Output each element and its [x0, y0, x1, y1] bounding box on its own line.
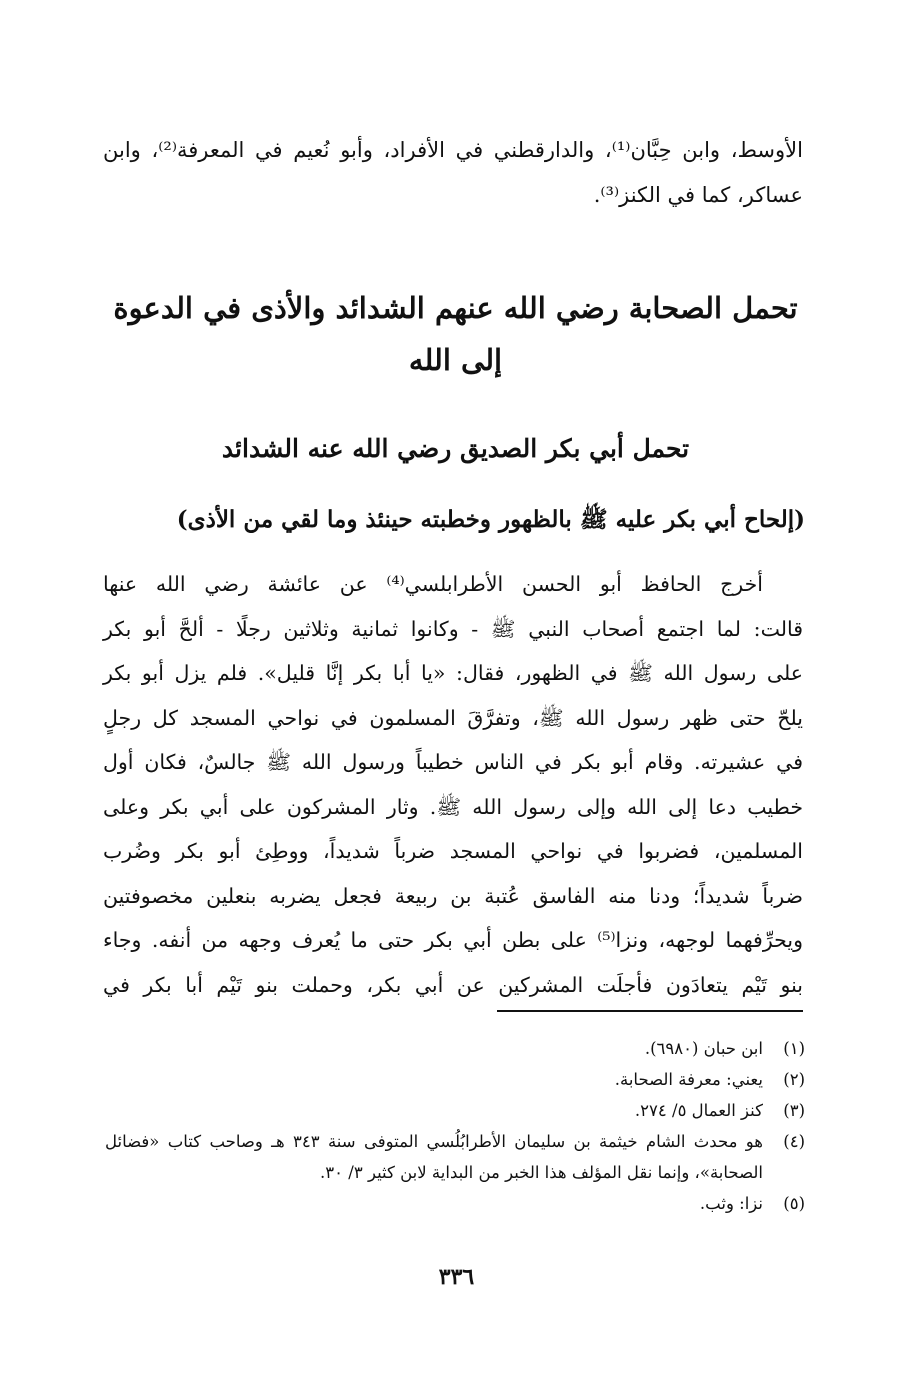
body-line: قالت: لما اجتمع أصحاب النبي ﷺ - وكانوا ثمانية وثلاثين رجلًا - ألحَّ أبو بكر: [103, 616, 803, 641]
intro-paragraph: [103, 128, 803, 218]
footnote-number: (١): [783, 1039, 805, 1058]
page-number: ٣٣٦: [438, 1264, 475, 1290]
chapter-heading: [103, 282, 808, 386]
body-paragraph: [103, 562, 803, 1007]
body-line: ضرباً شديداً؛ ودنا منه الفاسق عُتبة بن ربيعة فجعل يضربه بنعلين مخصوفتين: [103, 883, 803, 908]
footnote-number: (٣): [783, 1101, 805, 1120]
footnote-text: نزا: وثب.: [699, 1194, 763, 1213]
intro-text: الأوسط، وابن حِبَّان⁽¹⁾، والدارقطني في الأفراد، وأبو نُعيم في المعرفة⁽²⁾، وابن عساكر، كما في الكنز⁽³⁾.: [103, 138, 803, 207]
footnote-text: هو محدث الشام خيثمة بن سليمان الأطرابُلُسي المتوفى سنة ٣٤٣ هـ وصاحب كتاب «فضائل الصحابة»، وإنما نقل المؤلف هذا الخبر من البداية لابن كثير ٣/ ٣٠.: [105, 1132, 763, 1182]
footnote-number: (٥): [783, 1194, 805, 1213]
footnote-text: كنز العمال ٥/ ٢٧٤.: [634, 1101, 763, 1120]
footnote-divider: [497, 1010, 803, 1012]
chapter-heading-line-2: إلى الله: [408, 343, 503, 377]
body-line: بنو تَيْم يتعادَون فأجلَت المشركين عن أبي بكر، وحملت بنو تَيْم أبا بكر في: [103, 972, 803, 997]
footnote-number: (٤): [783, 1132, 805, 1151]
body-line: المسلمين، فضربوا في نواحي المسجد ضرباً شديداً، ووطِئ أبو بكر وضُرب: [103, 839, 803, 863]
section-heading: (إلحاح أبي بكر عليه ﷺ بالظهور وخطبته حينئذ وما لقي من الأذى): [176, 506, 805, 533]
footnotes: [105, 1033, 805, 1219]
body-line: يلحّ حتى ظهر رسول الله ﷺ، وتفرَّقَ المسلمون في نواحي المسجد كل رجلٍ: [103, 705, 803, 730]
sub-heading: تحمل أبي بكر الصديق رضي الله عنه الشدائد: [221, 434, 690, 463]
chapter-heading-line-1: تحمل الصحابة رضي الله عنهم الشدائد والأذى في الدعوة: [113, 291, 798, 325]
footnote-text: ابن حبان (٦٩٨٠).: [644, 1039, 763, 1058]
footnote-item: [105, 1188, 805, 1219]
body-line: في عشيرته. وقام أبو بكر في الناس خطيباً ورسول الله ﷺ جالسٌ، فكان أول: [103, 750, 803, 774]
body-line: على رسول الله ﷺ في الظهور، فقال: «يا أبا بكر إنَّا قليل». فلم يزل أبو بكر: [103, 661, 803, 685]
body-line: خطيب دعا إلى الله وإلى رسول الله ﷺ. وثار المشركون على أبي بكر وعلى: [103, 794, 803, 819]
footnote-item: [105, 1095, 805, 1126]
footnote-number: (٢): [783, 1070, 805, 1089]
body-line: ويحرِّفهما لوجهه، ونزا⁽⁵⁾ على بطن أبي بكر حتى ما يُعرف وجهه من أنفه. وجاء: [103, 928, 803, 952]
footnote-text: يعني: معرفة الصحابة.: [614, 1070, 763, 1089]
footnote-item: [105, 1064, 805, 1095]
body-line: أخرج الحافظ أبو الحسن الأطرابلسي⁽⁴⁾ عن عائشة رضي الله عنها: [103, 572, 763, 596]
footnote-item: [105, 1126, 805, 1188]
footnote-item: [105, 1033, 805, 1064]
